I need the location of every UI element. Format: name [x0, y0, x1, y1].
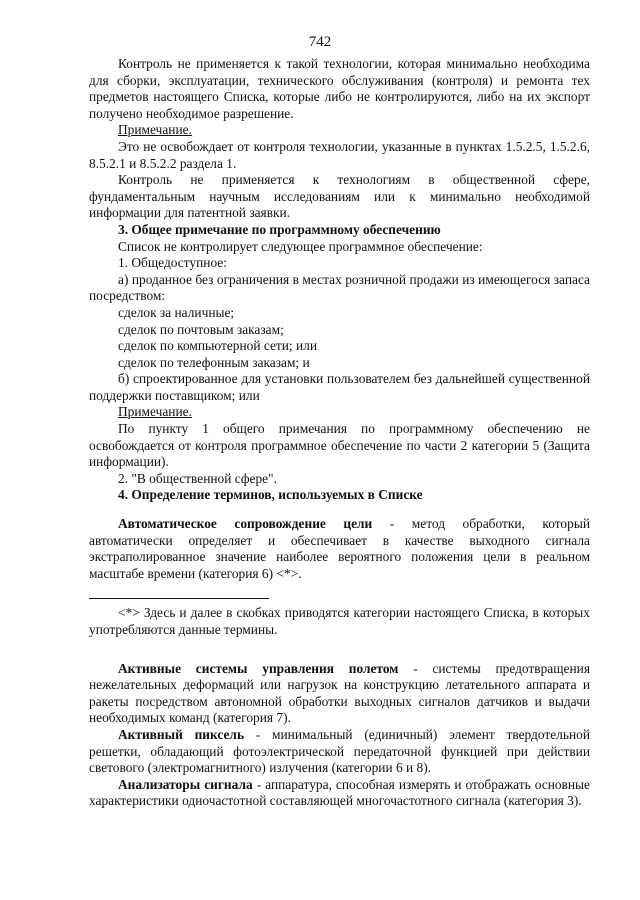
- section-4-title: 4. Определение терминов, используемых в Списке: [118, 487, 423, 503]
- list-item: сделок по компьютерной сети; или: [118, 338, 317, 354]
- paragraph-technology-control: Контроль не применяется к такой технологии, которая минимально необходима для сборки, эксплуатации, технического обслуживания (контроля) и ремонта тех предметов настоящего Списка, которые либо не контролируются, либо на их экспорт получено необходимое разрешение.: [89, 56, 590, 121]
- paragraph-public-domain: Контроль не применяется к технологиям в общественной сфере, фундаментальным научным исследованиям или к минимально необходимой информации для патентной заявки.: [89, 172, 590, 221]
- note-heading: Примечание.: [118, 122, 192, 138]
- term-name: Активный пиксель: [118, 726, 245, 742]
- page-number: 742: [308, 34, 332, 50]
- term-definition: [89, 516, 590, 582]
- note-heading: Примечание.: [118, 404, 192, 420]
- term-definition: [89, 777, 590, 810]
- section-3-title: 3. Общее примечание по программному обеспечению: [118, 221, 441, 237]
- document-body: [89, 56, 590, 810]
- term-name: Анализаторы сигнала: [118, 776, 253, 792]
- footnote: <*> Здесь и далее в скобках приводятся категории настоящего Списка, в которых употребляются данные термины.: [89, 605, 590, 637]
- section-3-item-b: б) спроектированное для установки пользователем без дальнейшей существенной поддержки поставщиком; или: [89, 371, 590, 403]
- note-text: По пункту 1 общего примечания по программному обеспечению не освобождается от контроля программное обеспечение по части 2 категории 5 (Защита информации).: [89, 421, 590, 470]
- section-3-intro: Список не контролирует следующее программное обеспечение:: [118, 238, 483, 254]
- term-text: - аппаратура, способная измерять и отображать основные характеристики одночастотной составляющей многочастотного сигнала (категория 3).: [89, 776, 590, 809]
- list-item: сделок по телефонным заказам; и: [118, 354, 310, 370]
- footnote-divider: [89, 598, 269, 599]
- note-text: Это не освобождает от контроля технологии, указанные в пунктах 1.5.2.5, 1.5.2.6, 8.5.2.1 и 8.5.2.2 раздела 1.: [89, 138, 590, 171]
- section-3-item-a: а) проданное без ограничения в местах розничной продажи из имеющегося запаса посредством:: [89, 271, 590, 304]
- term-text: - системы предотвращения нежелательных деформаций или нагрузок на конструкцию летательного аппарата и ракеты посредством автономной обработки выходных сигналов датчиков и выдачи необходимых команд (категория 7).: [89, 660, 590, 726]
- list-item: сделок по почтовым заказам;: [118, 321, 284, 337]
- term-text: - минимальный (единичный) элемент твердотельной решетки, обладающий фотоэлектрической передаточной функцией при действии светового (электромагнитного) излучения (категории 6 и 8).: [89, 726, 590, 776]
- list-item: сделок за наличные;: [118, 304, 235, 320]
- term-definition: [89, 727, 590, 777]
- term-definition: [89, 661, 590, 727]
- term-text: - метод обработки, который автоматически определяет и обеспечивает в качестве выходного сигнала экстраполированное значение наиболее вероятного положения цели в реальном масштабе времени (категория 6) <*>.: [89, 516, 590, 581]
- term-name: Активные системы управления полетом: [118, 660, 399, 676]
- section-3-item-1: 1. Общедоступное:: [118, 255, 227, 271]
- term-name: Автоматическое сопровождение цели: [118, 516, 373, 532]
- section-3-item-2: 2. "В общественной сфере".: [118, 470, 277, 486]
